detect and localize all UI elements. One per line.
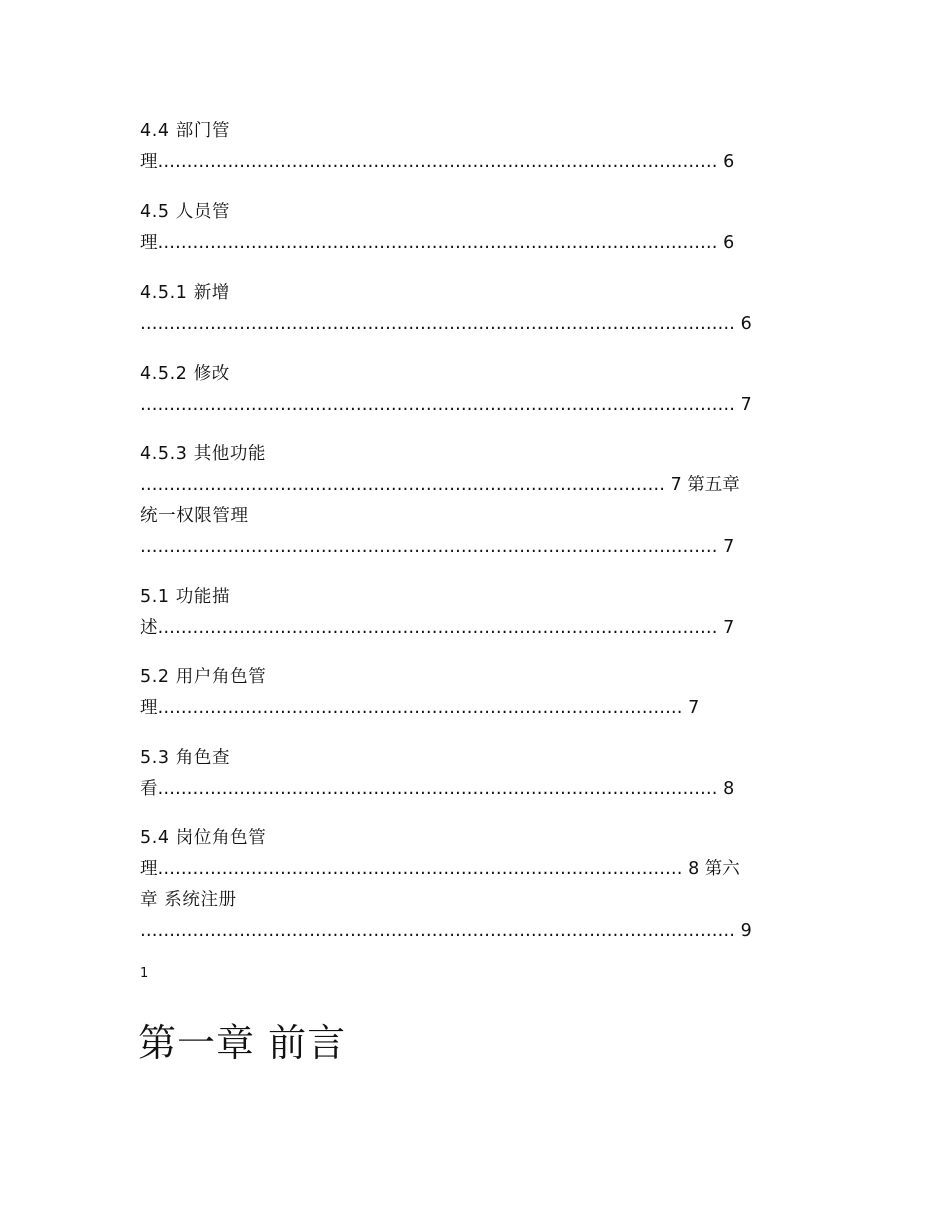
toc-entry-chapter-6: ………………………………………………………………………………………… 9 [140,921,752,941]
toc-heading-5-1: 5.1 功能描 [140,587,231,607]
toc-entry-4-5-2: ………………………………………………………………………………………… 7 [140,395,752,415]
toc-entry-5-4: 理……………………………………………………………………………… 8 第六 [140,859,740,879]
toc-heading-4-5-2: 4.5.2 修改 [140,364,230,384]
toc-heading-chapter-5: 统一权限管理 [140,506,249,526]
toc-entry-4-4: 理…………………………………………………………………………………… 6 [140,152,735,172]
toc-entry-4-5-3: ……………………………………………………………………………… 7 第五章 [140,475,740,495]
toc-heading-5-2: 5.2 用户角色管 [140,667,267,687]
toc-heading-4-4: 4.4 部门管 [140,121,231,141]
page-number: 1 [140,966,149,981]
toc-heading-chapter-6: 章 系统注册 [140,890,237,910]
toc-heading-4-5: 4.5 人员管 [140,202,231,222]
toc-entry-5-3: 看…………………………………………………………………………………… 8 [140,779,735,799]
toc-heading-4-5-1: 4.5.1 新增 [140,283,230,303]
toc-entry-4-5: 理…………………………………………………………………………………… 6 [140,233,735,253]
toc-heading-5-4: 5.4 岗位角色管 [140,828,267,848]
toc-entry-chapter-5: ……………………………………………………………………………………… 7 [140,537,735,557]
toc-entry-5-1: 述…………………………………………………………………………………… 7 [140,618,735,638]
chapter-title: 第一章 前言 [138,1021,347,1065]
toc-heading-4-5-3: 4.5.3 其他功能 [140,444,267,464]
toc-heading-5-3: 5.3 角色查 [140,748,231,768]
toc-entry-4-5-1: ………………………………………………………………………………………… 6 [140,314,752,334]
toc-entry-5-2: 理……………………………………………………………………………… 7 [140,698,700,718]
